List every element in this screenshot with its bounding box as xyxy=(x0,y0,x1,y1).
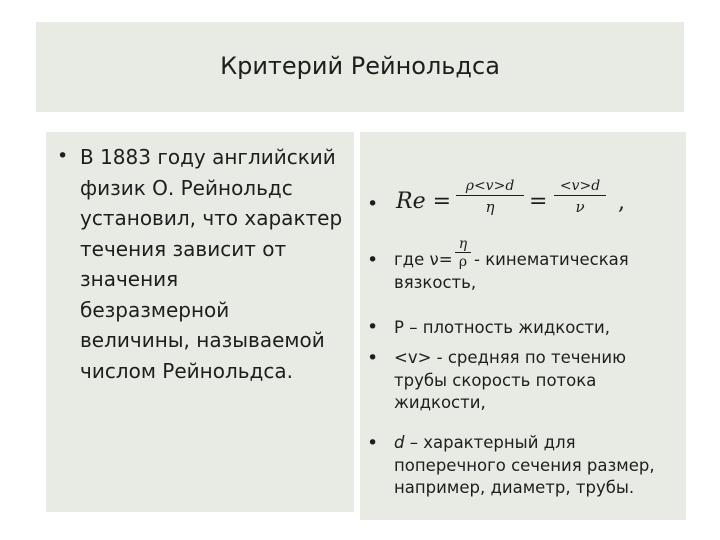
formula-lhs: Re = xyxy=(396,189,452,214)
formula-comma: , xyxy=(618,190,625,215)
bullet: • xyxy=(367,316,379,338)
viscosity-fraction-numerator: η xyxy=(455,236,471,253)
title-bar xyxy=(36,22,684,112)
viscosity-fraction-denominator: ρ xyxy=(458,254,468,270)
formula-equals: = xyxy=(529,189,548,214)
diameter-text: – характерный для поперечного сечения размер, например, диаметр, трубы. xyxy=(394,433,655,497)
velocity-text: <v> - средняя по течению трубы скорость потока жидкости, xyxy=(394,348,627,412)
viscosity-text: - кинематическая вязкость, xyxy=(394,250,629,292)
bullet: • xyxy=(367,249,379,271)
diameter-item xyxy=(394,432,684,500)
formula-fraction-1 xyxy=(456,178,524,216)
slide-title: Критерий Рейнольдса xyxy=(220,52,500,80)
bullet: • xyxy=(367,193,379,215)
formula-fraction-2 xyxy=(554,178,606,216)
viscosity-prefix: где ν= xyxy=(394,250,453,269)
formula-fraction-2-denominator: ν xyxy=(575,198,585,216)
formula-fraction-1-numerator: ρ<v>d xyxy=(456,178,524,196)
diameter-symbol: d xyxy=(394,433,405,452)
formula-fraction-2-numerator: <v>d xyxy=(554,178,606,196)
bullet: • xyxy=(367,432,379,454)
bullet: • xyxy=(367,347,379,369)
formula-fraction-1-denominator: η xyxy=(485,198,495,216)
bullet: • xyxy=(57,145,69,167)
left-paragraph: В 1883 году английский физик О. Рейнольдс установил, что характер течения зависит от значения безразмерной величины, называемой числом Рейнольдса. xyxy=(80,145,343,383)
density-text: Ρ – плотность жидкости, xyxy=(394,318,610,337)
